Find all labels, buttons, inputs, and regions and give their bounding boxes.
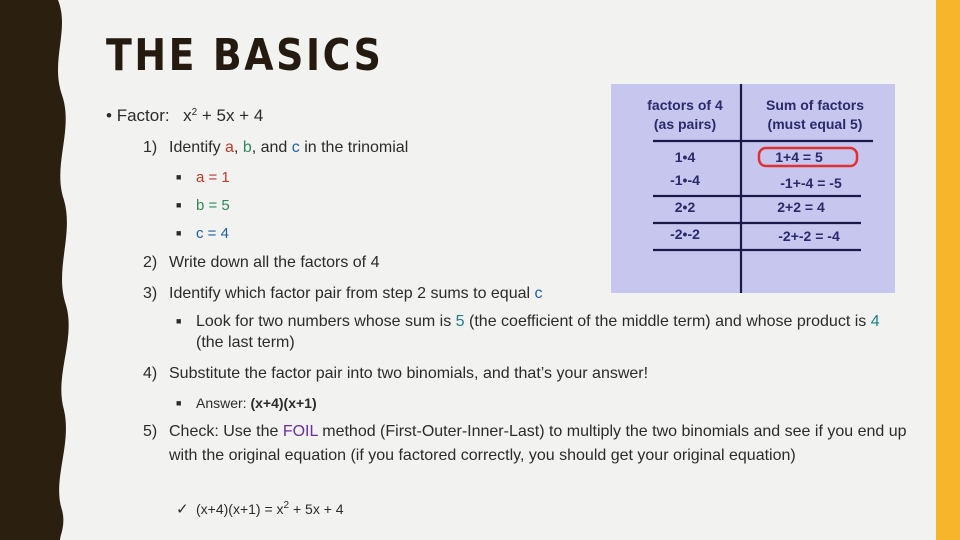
table-sum-cell: 1+4 = 5 bbox=[775, 149, 823, 165]
sub-bullet-answer: ■ Answer: (x+4)(x+1) bbox=[176, 395, 317, 411]
square-bullet-icon: ■ bbox=[176, 398, 182, 408]
table-sum-cell: -2+-2 = -4 bbox=[778, 228, 840, 244]
decorative-left-band bbox=[0, 0, 72, 540]
table-pair-cell: 2•2 bbox=[674, 199, 696, 215]
square-bullet-icon: ■ bbox=[176, 200, 182, 210]
table-pair-cell: -2•-2 bbox=[670, 226, 700, 242]
table-sum-cell: -1+-4 = -5 bbox=[780, 175, 842, 191]
factors-table-image bbox=[611, 84, 895, 293]
factor-label: Factor: bbox=[116, 106, 170, 125]
step-2: 2) Write down all the factors of 4 bbox=[143, 254, 380, 271]
square-bullet-icon: ■ bbox=[176, 316, 182, 326]
sub-bullet-b: ■ b = 5 bbox=[176, 197, 230, 214]
decorative-right-band bbox=[936, 0, 960, 540]
foil-term: FOIL bbox=[282, 423, 318, 440]
step-number: 2) bbox=[143, 254, 158, 271]
step-5: 5) Check: Use the FOIL method (First-Outer-Inner-Last) to multiply the two binomials and see if you end up with the original equation (if you factored correctly, you should get your original equation) bbox=[143, 420, 913, 467]
sub-bullet-a: ■ a = 1 bbox=[176, 169, 230, 186]
table-header-right-line1: Sum of factors bbox=[765, 97, 865, 113]
square-bullet-icon: ■ bbox=[176, 228, 182, 238]
factor-expression: $x^2 + 5x + 4$ bbox=[183, 106, 264, 125]
table-header-left-line1: factors of 4 bbox=[647, 97, 723, 113]
factor-bullet bbox=[106, 106, 263, 126]
var-b: b bbox=[242, 139, 252, 156]
table-header-left-line2: (as pairs) bbox=[653, 116, 717, 132]
step-number: 1) bbox=[143, 139, 158, 156]
table-sum-cell: 2+2 = 4 bbox=[777, 199, 825, 215]
step-3: 3) Identify which factor pair from step 2 sums to equal c bbox=[143, 285, 543, 302]
sub-bullet-check: ✓ $(x+4)(x+1) = x^2 + 5x + 4$ bbox=[176, 500, 344, 518]
step-4: 4) Substitute the factor pair into two binomials, and that’s your answer! bbox=[143, 365, 649, 382]
sub-bullet-look-for: ■ Look for two numbers whose sum is 5 (the coefficient of the middle term) and whose product is 4 (the last term) bbox=[176, 313, 880, 351]
var-c: c bbox=[291, 139, 300, 156]
table-pair-cell: -1•-4 bbox=[670, 172, 700, 188]
table-pair-cell: 1•4 bbox=[674, 149, 696, 165]
check-icon: ✓ bbox=[176, 501, 189, 518]
step-number: 3) bbox=[143, 285, 158, 302]
square-bullet-icon: ■ bbox=[176, 172, 182, 182]
var-a: a bbox=[225, 139, 234, 156]
sub-bullet-c: ■ c = 4 bbox=[176, 225, 229, 242]
step-number: 5) bbox=[143, 423, 158, 440]
answer-value: (x+4)(x+1) bbox=[250, 395, 317, 411]
step-1: 1) Identify a, b, and c in the trinomial bbox=[143, 139, 409, 156]
var-c: c bbox=[534, 285, 543, 302]
page-title: THE BASICS bbox=[106, 30, 384, 81]
table-header-right-line2: (must equal 5) bbox=[767, 116, 863, 132]
bullet-dot: • bbox=[106, 106, 112, 125]
step-number: 4) bbox=[143, 365, 158, 382]
